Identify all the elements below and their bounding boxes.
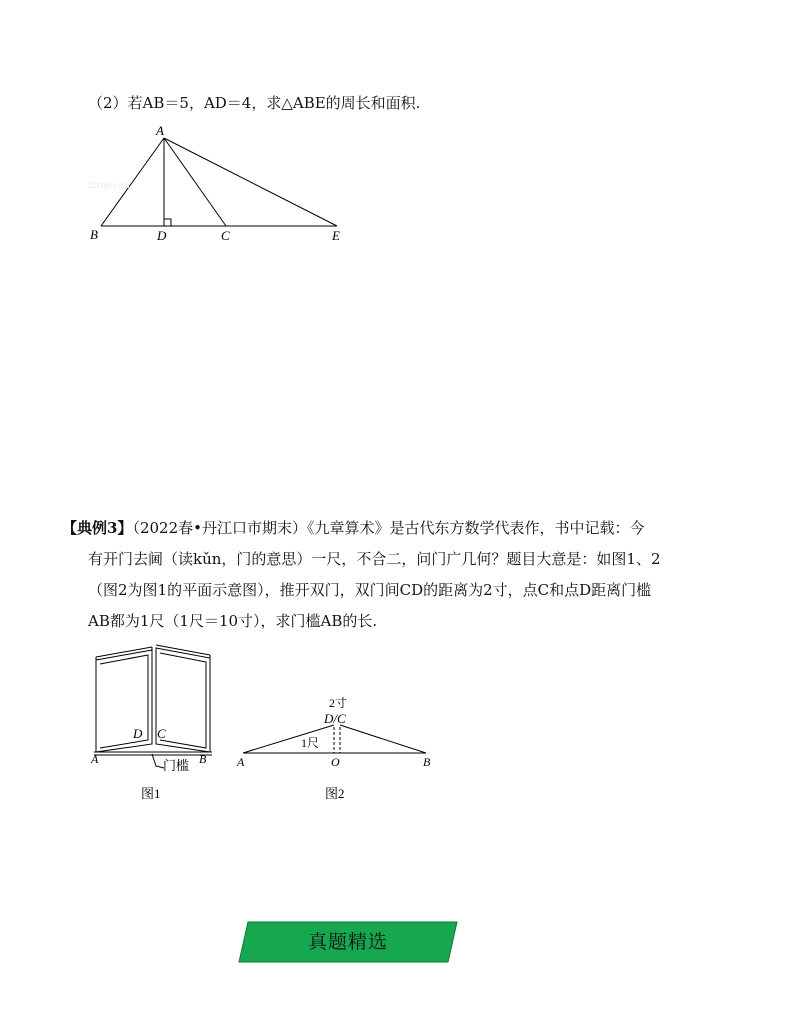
- example-3-line-2: 有开门去阃（读kǔn，门的意思）一尺，不合二，问门广几何？题目大意是：如图1、2: [88, 550, 661, 568]
- door-label-A: A: [91, 752, 99, 766]
- door-label-D: D: [133, 726, 143, 741]
- figure-2-caption: 图2: [325, 786, 345, 801]
- example-3-line-3: （图2为图1的平面示意图），推开双门，双门间CD的距离为2寸，点C和点D距离门槛: [88, 581, 652, 599]
- door-figure: [86, 640, 226, 800]
- triangle-figure: [80, 118, 380, 248]
- banner-label: 真题精选: [307, 931, 388, 953]
- threshold-label: 门槛: [163, 758, 190, 773]
- right-angle-mark: [164, 219, 171, 226]
- figure-1-caption: 图1: [141, 786, 161, 800]
- label-C: C: [221, 228, 230, 243]
- label-B: B: [90, 227, 98, 242]
- segment-AE: [164, 138, 337, 226]
- left-door: [96, 650, 152, 752]
- label-A: A: [237, 755, 245, 769]
- example-3-line-4: AB都为1尺（1尺＝10寸），求门槛AB的长.: [88, 612, 378, 630]
- segment-CB: [340, 725, 426, 753]
- example-3-line-1: [62, 513, 702, 544]
- height-label: 1尺: [301, 736, 320, 750]
- door-label-B: B: [199, 752, 207, 766]
- label-O: O: [331, 755, 340, 769]
- example-tag: 【典例3】: [62, 519, 133, 537]
- label-DC: D/C: [324, 711, 346, 726]
- problem-2-text: （2）若AB＝5，AD＝4，求△ABE的周长和面积.: [88, 94, 421, 112]
- segment-AC: [164, 138, 226, 226]
- label-B: B: [423, 755, 431, 769]
- example-3: [62, 513, 702, 637]
- plan-figure: [230, 690, 440, 805]
- label-A: A: [156, 123, 164, 138]
- example-3-line-1-text: （2022春•丹江口市期末）《九章算术》是古代东方数学代表作，书中记载：今: [132, 519, 645, 537]
- door-label-C: C: [157, 726, 166, 741]
- segment-AD: [243, 725, 334, 753]
- label-D: D: [157, 228, 167, 243]
- section-banner: [238, 921, 458, 963]
- watermark: 21cnjy.com: [88, 180, 130, 190]
- label-E: E: [332, 228, 340, 243]
- gap-label: 2寸: [329, 696, 348, 710]
